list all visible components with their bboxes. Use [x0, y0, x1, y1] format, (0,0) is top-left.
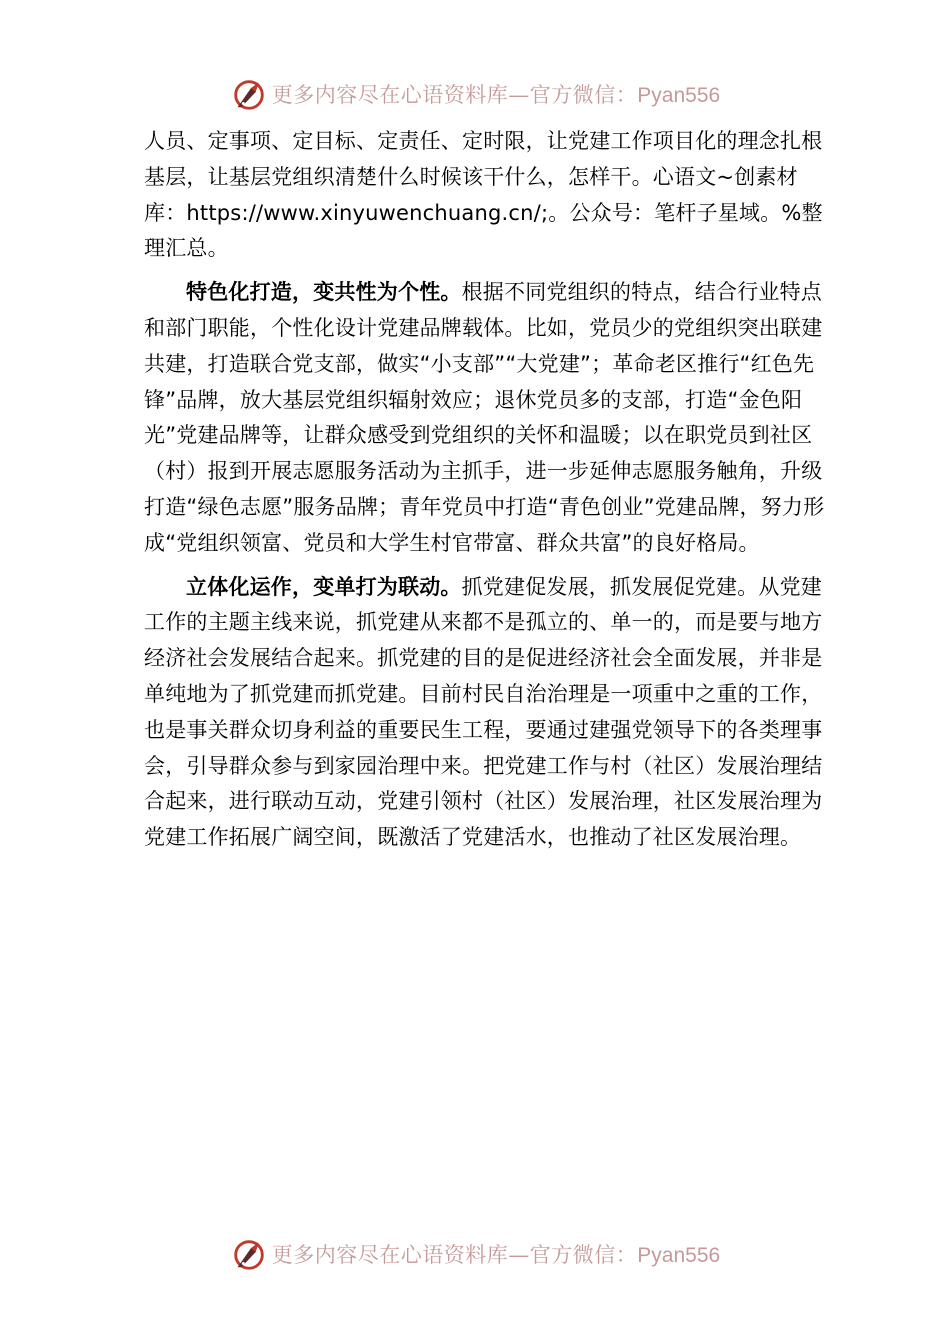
paragraph-2-heading: 特色化打造，变共性为个性。	[186, 280, 462, 305]
banner-text: 更多内容尽在心语资料库—官方微信：Pyan556	[271, 83, 721, 107]
paragraph-2-text: 根据不同党组织的特点，结合行业特点和部门职能，个性化设计党建品牌载体。比如，党员少的党组织突出联建共建，打造联合党支部，做实“小支部”“大党建”；革命老区推行“红色先锋”品牌，放大基层党组织辐射效应；退休党员多的支部，打造“金色阳光”党建品牌等，让群众感受到党组织的关怀和温暖；以在职党员到社区（村）报到开展志愿服务活动为主抓手，进一步延伸志愿服务触角，升级打造“绿色志愿”服务品牌；青年党员中打造“青色创业”党建品牌，努力形成“党组织领富、党员和大学生村官带富、群众共富”的良好格局。	[144, 280, 825, 555]
wechat-handle: Pyan556	[637, 84, 721, 107]
article-body	[144, 124, 832, 856]
paragraph-3	[144, 570, 832, 856]
pen-nib-logo-icon	[230, 1235, 268, 1273]
wechat-handle: Pyan556	[637, 1244, 721, 1267]
paragraph-3-text: 抓党建促发展，抓发展促党建。从党建工作的主题主线来说，抓党建从来都不是孤立的、单一的，而是要与地方经济社会发展结合起来。抓党建的目的是促进经济社会全面发展，并非是单纯地为了抓党建而抓党建。目前村民自治治理是一项重中之重的工作，也是事关群众切身利益的重要民生工程，要通过建强党领导下的各类理事会，引导群众参与到家园治理中来。把党建工作与村（社区）发展治理结合起来，进行联动互动，党建引领村（社区）发展治理，社区发展治理为党建工作拓展广阔空间，既激活了党建活水，也推动了社区发展治理。	[144, 574, 823, 850]
pen-nib-logo-icon	[230, 75, 268, 113]
paragraph-1: 人员、定事项、定目标、定责任、定时限，让党建工作项目化的理念扎根基层，让基层党组织清楚什么时候该干什么，怎样干。心语文~创素材库：https://www.xinyuwenchuang.cn/;。公众号：笔杆子星域。%整理汇总。	[144, 129, 823, 261]
footer-banner	[0, 1232, 950, 1276]
paragraph-3-heading: 立体化运作，变单打为联动。	[186, 574, 462, 599]
paragraph-2	[144, 275, 832, 561]
banner-text: 更多内容尽在心语资料库—官方微信：Pyan556	[271, 1243, 721, 1267]
header-banner	[0, 72, 950, 116]
